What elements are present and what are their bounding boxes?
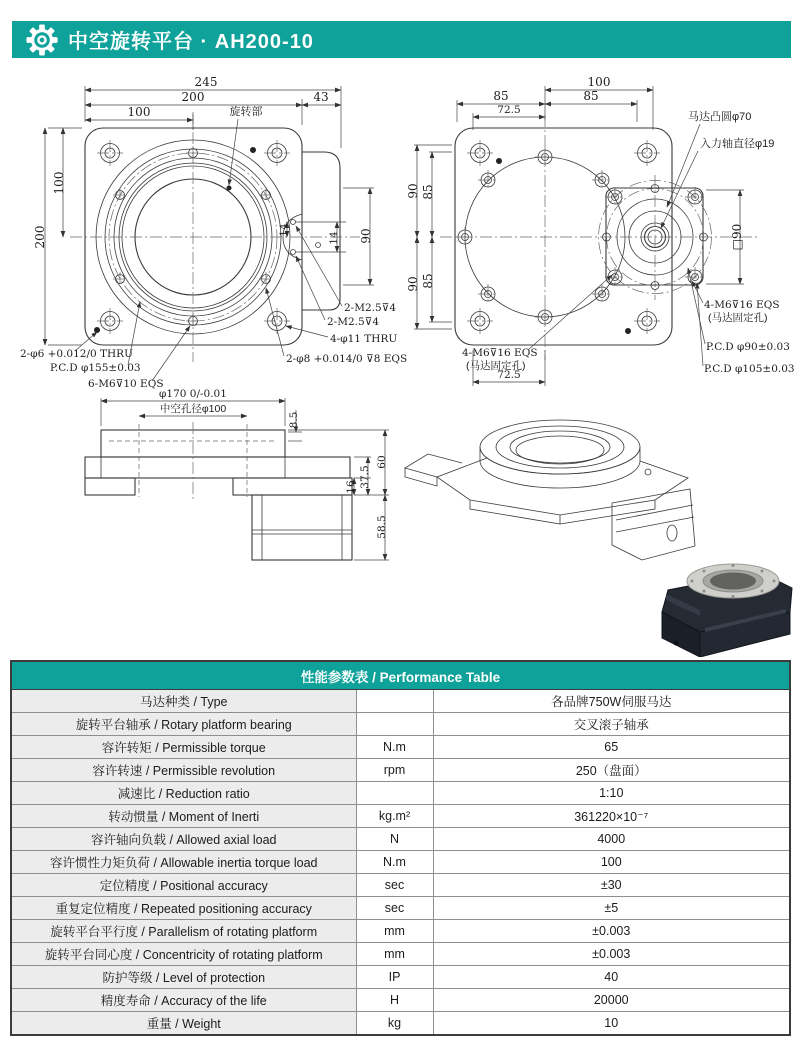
callout-2m25-b: 2-M2.5⊽4 (327, 316, 380, 328)
dim-90-tl: 90 (406, 183, 420, 199)
dim-square90: □90 (730, 223, 744, 251)
callout-4m6-left: 4-M6⊽16 EQS (462, 347, 538, 359)
dim-14-a: 14 (278, 223, 290, 237)
product-photo (662, 564, 792, 657)
callout-input-shaft: 入力轴直径φ19 (700, 138, 775, 150)
spec-label: 马达种类 / Type (11, 690, 356, 713)
spec-label: 容许转速 / Permissible revolution (11, 759, 356, 782)
spec-label: 重量 / Weight (11, 1012, 356, 1036)
dim-85-tl: 85 (421, 184, 435, 200)
spec-value: ±0.003 (433, 943, 790, 966)
rotating-part-label: 旋转部 (229, 106, 263, 118)
callout-pcd105: P.C.D φ105±0.03 (704, 363, 795, 375)
dim-100-top: 100 (127, 105, 151, 119)
callout-pcd90: P.C.D φ90±0.03 (706, 341, 790, 353)
dim-725-top: 72.5 (497, 104, 521, 116)
dim-90-bl: 90 (406, 276, 420, 292)
callout-motor-boss: 马达凸圆φ70 (688, 111, 752, 123)
dim-16: 16 (345, 480, 357, 494)
table-row (11, 736, 790, 759)
spec-label: 旋转平台同心度 / Concentricity of rotating platform (11, 943, 356, 966)
callout-4m6-right-sub: (马达固定孔) (708, 312, 768, 324)
callout-2m25-a: 2-M2.5⊽4 (344, 302, 397, 314)
spec-unit: kg.m² (356, 805, 433, 828)
spec-unit: N.m (356, 851, 433, 874)
spec-unit (356, 713, 433, 736)
spec-value: 361220×10⁻⁷ (433, 805, 790, 828)
spec-value: 1:10 (433, 782, 790, 805)
header-banner (12, 21, 791, 58)
spec-value: 4000 (433, 828, 790, 851)
dim-100: 100 (587, 75, 611, 89)
dim-hollow-bore: 中空孔径φ100 (159, 403, 227, 415)
table-header-row (11, 661, 790, 690)
dim-85-bl: 85 (421, 273, 435, 289)
table-row (11, 874, 790, 897)
table-row (11, 966, 790, 989)
table-title: 性能参数表 / Performance Table (11, 661, 790, 690)
dim-85-a: 85 (493, 89, 509, 103)
spec-unit: kg (356, 1012, 433, 1036)
table-row (11, 713, 790, 736)
spec-label: 容许惯性力矩负荷 / Allowable inertia torque load (11, 851, 356, 874)
dim-60: 60 (376, 455, 388, 469)
spec-value: 100 (433, 851, 790, 874)
spec-value: 65 (433, 736, 790, 759)
spec-unit: N (356, 828, 433, 851)
spec-label: 旋转平台轴承 / Rotary platform bearing (11, 713, 356, 736)
spec-label: 重复定位精度 / Repeated positioning accuracy (11, 897, 356, 920)
spec-unit: rpm (356, 759, 433, 782)
spec-value: ±5 (433, 897, 790, 920)
callout-4m6-left-sub: (马达固定孔) (466, 360, 526, 372)
dim-725-bottom: 72.5 (497, 369, 521, 381)
table-row (11, 851, 790, 874)
spec-unit: mm (356, 920, 433, 943)
callout-4m6-right: 4-M6⊽16 EQS (704, 299, 780, 311)
spec-value: ±0.003 (433, 920, 790, 943)
side-view-drawing (85, 388, 389, 560)
spec-unit (356, 690, 433, 713)
technical-drawing (0, 62, 800, 657)
spec-label: 减速比 / Reduction ratio (11, 782, 356, 805)
table-row (11, 989, 790, 1012)
front-view-drawing (20, 75, 407, 390)
spec-label: 防护等级 / Level of protection (11, 966, 356, 989)
table-row (11, 782, 790, 805)
dim-85-b: 85 (583, 89, 599, 103)
gear-icon (26, 24, 58, 56)
performance-table (10, 660, 791, 1036)
spec-label: 转动惯量 / Moment of Inerti (11, 805, 356, 828)
table-row (11, 943, 790, 966)
callout-4phi11-thru: 4-φ11 THRU (330, 333, 398, 345)
spec-unit: sec (356, 874, 433, 897)
callout-2phi8: 2-φ8 +0.014/0 ⊽8 EQS (286, 353, 408, 365)
callout-pcd155: P.C.D φ155±0.03 (50, 362, 141, 374)
spec-value: 40 (433, 966, 790, 989)
table-row (11, 828, 790, 851)
spec-unit: sec (356, 897, 433, 920)
dim-43: 43 (313, 90, 329, 104)
dim-8p5: 8.5 (288, 411, 300, 429)
spec-value: 20000 (433, 989, 790, 1012)
spec-unit: N.m (356, 736, 433, 759)
dim-14-b: 14 (328, 231, 340, 245)
dim-100-left: 100 (52, 171, 66, 195)
spec-label: 旋转平台平行度 / Parallelism of rotating platform (11, 920, 356, 943)
spec-label: 精度寿命 / Accuracy of the life (11, 989, 356, 1012)
dim-phi170: φ170 0/-0.01 (159, 388, 227, 400)
table-row (11, 1012, 790, 1036)
spec-value: ±30 (433, 874, 790, 897)
callout-6m6: 6-M6⊽10 EQS (88, 378, 164, 390)
isometric-view-drawing (405, 420, 695, 560)
dim-37p5: 37.5 (359, 465, 371, 489)
table-row (11, 897, 790, 920)
dim-58p5: 58.5 (376, 515, 388, 539)
callout-2phi6-thru: 2-φ6 +0.012/0 THRU (20, 348, 133, 360)
dim-90-right: 90 (359, 228, 373, 244)
dim-200-top: 200 (181, 90, 205, 104)
spec-value: 各品牌750W伺服马达 (433, 690, 790, 713)
spec-label: 容许转矩 / Permissible torque (11, 736, 356, 759)
spec-label: 定位精度 / Positional accuracy (11, 874, 356, 897)
spec-unit: IP (356, 966, 433, 989)
spec-value: 交叉滚子轴承 (433, 713, 790, 736)
page-title: 中空旋转平台 · AH200-10 (68, 31, 314, 53)
dim-245: 245 (194, 75, 218, 89)
table-row (11, 920, 790, 943)
table-row (11, 690, 790, 713)
spec-unit (356, 782, 433, 805)
spec-label: 容许轴向负载 / Allowed axial load (11, 828, 356, 851)
table-row (11, 805, 790, 828)
spec-value: 250（盘面） (433, 759, 790, 782)
spec-unit: H (356, 989, 433, 1012)
rear-view-drawing (406, 75, 795, 386)
dim-200-left: 200 (33, 225, 47, 249)
spec-value: 10 (433, 1012, 790, 1036)
table-row (11, 759, 790, 782)
spec-unit: mm (356, 943, 433, 966)
